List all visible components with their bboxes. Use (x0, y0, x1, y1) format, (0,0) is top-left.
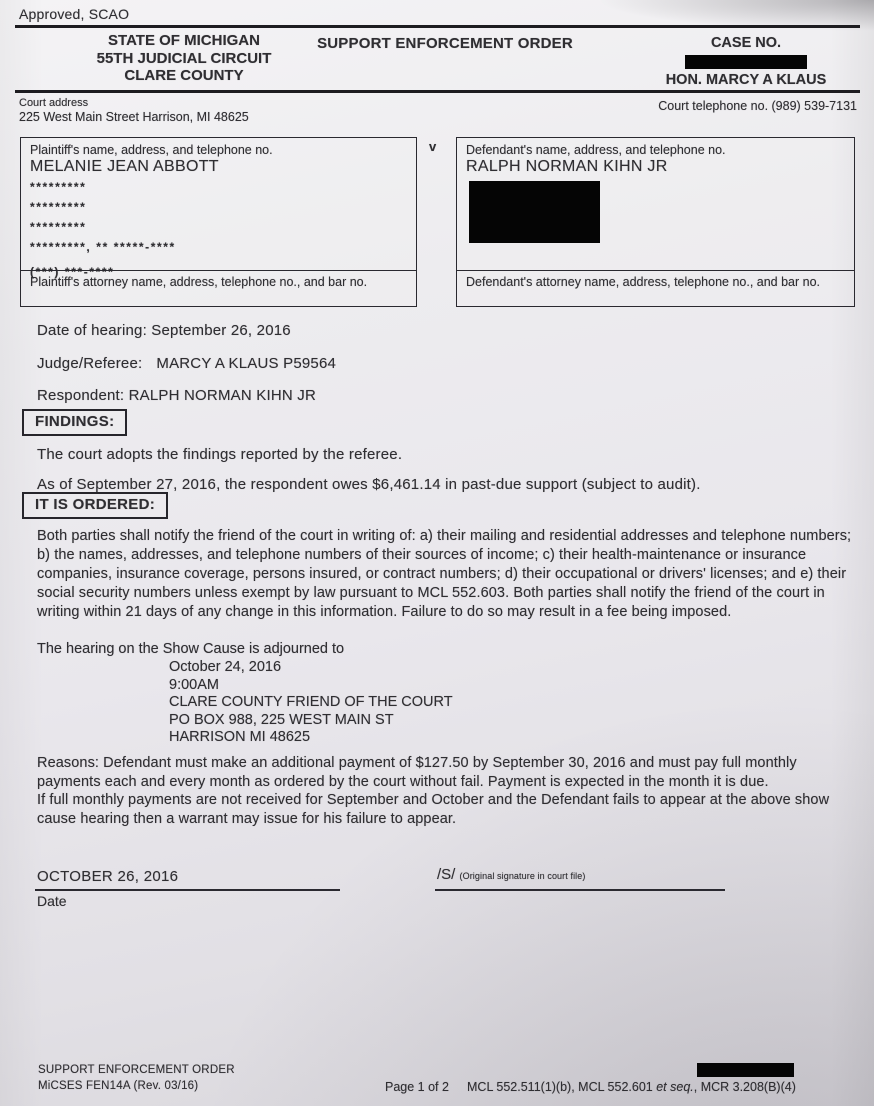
ordered-heading: IT IS ORDERED: (22, 492, 168, 519)
footer-citation (467, 1080, 796, 1094)
findings-adoption-line: The court adopts the findings reported by the referee. (37, 446, 403, 463)
adjournment-block (169, 659, 453, 747)
header-rule (15, 90, 860, 93)
plaintiff-attorney-label: Plaintiff's attorney name, address, telephone no., and bar no. (21, 270, 416, 306)
footer-form-number: MiCSES FEN14A (Rev. 03/16) (38, 1080, 199, 1092)
reasons-paragraph-1: Reasons: Defendant must make an additional payment of $127.50 by September 30, 2016 and must pay full monthly payments each and every month as ordered by the court without fail. Payment is expected in the month it is due. (37, 755, 797, 790)
versus-label: v (429, 139, 437, 154)
signature-date-label: Date (37, 893, 67, 909)
redacted-line: *********, ** *****-**** (30, 240, 176, 254)
footer-citation-italic: et seq. (656, 1080, 694, 1094)
redacted-line: ********* (30, 180, 87, 194)
court-address-label: Court address (19, 97, 89, 109)
defendant-label: Defendant's name, address, and telephone no. (466, 143, 726, 157)
adjournment-city-line: HARRISON MI 48625 (169, 729, 311, 746)
court-telephone: Court telephone no. (989) 539-7131 (658, 99, 857, 113)
footer-redaction (697, 1063, 794, 1077)
judge-referee-label: Judge/Referee: (37, 355, 143, 372)
court-address-value: 225 West Main Street Harrison, MI 48625 (19, 110, 249, 124)
approved-scao-label: Approved, SCAO (19, 6, 130, 22)
hearing-date-line: Date of hearing: September 26, 2016 (37, 322, 291, 339)
plaintiff-label: Plaintiff's name, address, and telephone no. (30, 143, 273, 157)
footer-citation-suffix: , MCR 3.208(B)(4) (693, 1080, 796, 1094)
case-number-label: CASE NO. (710, 35, 782, 51)
signature-date-underline (35, 889, 340, 891)
circuit-line: 55TH JUDICIAL CIRCUIT (96, 49, 272, 67)
plaintiff-box (20, 137, 417, 307)
signature-date-value: OCTOBER 26, 2016 (37, 868, 179, 885)
redacted-phone-line: (***) ***-**** (30, 265, 115, 279)
signature-note: (Original signature in court file) (459, 871, 586, 881)
footer-page-number: Page 1 of 2 (385, 1080, 449, 1094)
document-title: SUPPORT ENFORCEMENT ORDER (317, 35, 573, 52)
redacted-line: ********* (30, 200, 87, 214)
judge-name: HON. MARCY A KLAUS (665, 72, 827, 88)
plaintiff-name: MELANIE JEAN ABBOTT (30, 158, 219, 175)
case-number-redaction (685, 55, 807, 69)
case-block (628, 35, 864, 88)
signature-mark: /S/ (437, 866, 456, 883)
county-line: CLARE COUNTY (124, 67, 244, 84)
findings-heading: FINDINGS: (22, 409, 127, 436)
arrears-line: As of September 27, 2016, the respondent owes $6,461.14 in past-due support (subject to audit). (37, 476, 701, 493)
signature-underline (435, 889, 725, 891)
notice-paragraph: Both parties shall notify the friend of the court in writing of: a) their mailing and residential addresses and telephone numbers; b) the names, addresses, and telephone numbers of their sources of income; c) their health-maintenance or insurance companies, insurance coverage, persons insured, or contract numbers; d) their occupational or drivers' licenses; and e) their social security numbers unless exempt by law pursuant to MCL 552.603. Both parties shall notify the friend of the court in writing within 21 days of any change in this information. Failure to do so may result in a fee being imposed. (37, 528, 852, 620)
redacted-line: ********* (30, 220, 87, 234)
defendant-box (456, 137, 855, 307)
respondent-line: Respondent: RALPH NORMAN KIHN JR (37, 387, 316, 404)
judge-referee-value: MARCY A KLAUS P59564 (156, 355, 337, 372)
state-line: STATE OF MICHIGAN (108, 32, 260, 49)
adjournment-location-line: CLARE COUNTY FRIEND OF THE COURT (169, 694, 453, 711)
reasons-block (37, 754, 855, 828)
adjournment-time-line: 9:00AM (169, 676, 219, 693)
judge-referee-line (37, 355, 336, 372)
footer-citation-prefix: MCL 552.511(1)(b), MCL 552.601 (467, 1080, 657, 1094)
defendant-attorney-label: Defendant's attorney name, address, telephone no., and bar no. (457, 270, 854, 306)
top-rule (15, 25, 860, 28)
reasons-paragraph-2: If full monthly payments are not received for September and October and the Defendant fails to appear at the above show cause hearing then a warrant may issue for his failure to appear. (37, 792, 830, 827)
defendant-name: RALPH NORMAN KIHN JR (466, 158, 668, 175)
defendant-address-redaction (469, 181, 600, 243)
footer-form-title: SUPPORT ENFORCEMENT ORDER (38, 1064, 235, 1076)
court-name-block (55, 32, 313, 85)
signature-block (437, 866, 585, 883)
adjournment-address-line: PO BOX 988, 225 WEST MAIN ST (169, 711, 394, 728)
adjournment-intro: The hearing on the Show Cause is adjourned to (37, 641, 345, 657)
adjournment-date-line: October 24, 2016 (169, 659, 282, 675)
